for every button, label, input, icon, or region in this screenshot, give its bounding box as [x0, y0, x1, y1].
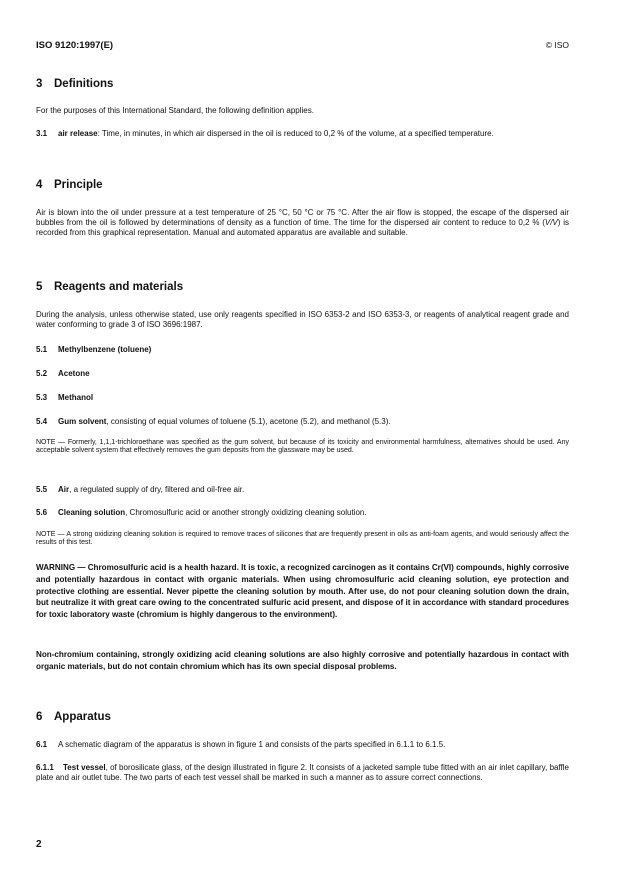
definition-3-1: 3.1 air release: Time, in minutes, in which air dispersed in the oil is reduced to 0,2 % of the volume, at a specified temperature.	[36, 129, 494, 138]
copyright-mark: © ISO	[545, 40, 569, 50]
item-5-4: 5.4 Gum solvent, consisting of equal volumes of toluene (5.1), acetone (5.2), and methanol (5.3).	[36, 417, 391, 426]
item-5-3: 5.3 Methanol	[36, 393, 94, 402]
section-4-heading: 4 Principle	[36, 179, 103, 191]
section-3-heading: 3 Definitions	[36, 78, 114, 90]
item-5-2: 5.2 Acetone	[36, 369, 90, 378]
item-5-6: 5.6 Cleaning solution, Chromosulfuric acid or another strongly oxidizing cleaning solution.	[36, 508, 367, 517]
standard-number: ISO 9120:1997(E)	[36, 40, 114, 51]
item-5-5: 5.5 Air, a regulated supply of dry, filtered and oil-free air.	[36, 485, 245, 494]
page-number: 2	[36, 839, 42, 850]
item-6-1-1: 6.1.1 Test vessel, of borosilicate glass, of the design illustrated in figure 2. It consists of a jacketed sample tube fitted with an air inlet capillary, baffle plate and air outlet tube. The two parts of each test vessel shall be marked in such a manner as to assure correct connections.	[36, 763, 570, 782]
note-gum-solvent: NOTE — Formerly, 1,1,1-trichloroethane was specified as the gum solvent, but because of its toxicity and environmental harmfulness, alternatives should be used. Any acceptable solvent system that effectively removes the gum deposits from the glassware may be used.	[36, 439, 569, 455]
section-5-intro: During the analysis, unless otherwise stated, use only reagents specified in ISO 6353-2 and ISO 6353-3, or reagents of analytical reagent grade and water conforming to grade 3 of ISO 3696:1987.	[36, 310, 569, 329]
section-3-intro: For the purposes of this International Standard, the following definition applies.	[36, 106, 314, 115]
section-5-heading: 5 Reagents and materials	[36, 281, 184, 293]
section-6-heading: 6 Apparatus	[36, 711, 111, 723]
warning-paragraph-2: Non-chromium containing, strongly oxidizing acid cleaning solutions are also highly corrosive and potentially hazardous in contact with organic materials, but do not contain chromium which has its own special disposal problems.	[36, 650, 569, 671]
item-5-1: 5.1 Methylbenzene (toluene)	[36, 345, 152, 354]
item-6-1: 6.1 A schematic diagram of the apparatus is shown in figure 1 and consists of the parts specified in 6.1.1 to 6.1.5.	[36, 740, 446, 749]
note-cleaning-solution: NOTE — A strong oxidizing cleaning solution is required to remove traces of silicones that are frequently present in oils as anti-foam agents, and would seriously affect the results of this test.	[36, 531, 569, 547]
warning-paragraph: WARNING — Chromosulfuric acid is a health hazard. It is toxic, a recognized carcinogen as it contains Cr(VI) compounds, highly corrosive and potentially hazardous in contact with organic materials. When using chromosulfuric acid cleaning solution, eye protection and protective clothing are essential. Never pipette the cleaning solution by mouth. After use, do not pour cleaning solution down the drain, but neutralize it with great care owing to the concentrated sulfuric acid present, and dispose of it in accordance with standard procedures for toxic laboratory waste (chromium is highly dangerous to the environment).	[36, 563, 569, 620]
principle-paragraph: Air is blown into the oil under pressure at a test temperature of 25 °C, 50 °C or 75 °C. After the air flow is stopped, the escape of the dispersed air bubbles from the oil is followed by determinations of density as a function of time. The time for the dispersed air content to reduce to 0,2 % (V/V) is recorded from this graphical representation. Manual and automated apparatus are available and suitable.	[36, 208, 569, 237]
